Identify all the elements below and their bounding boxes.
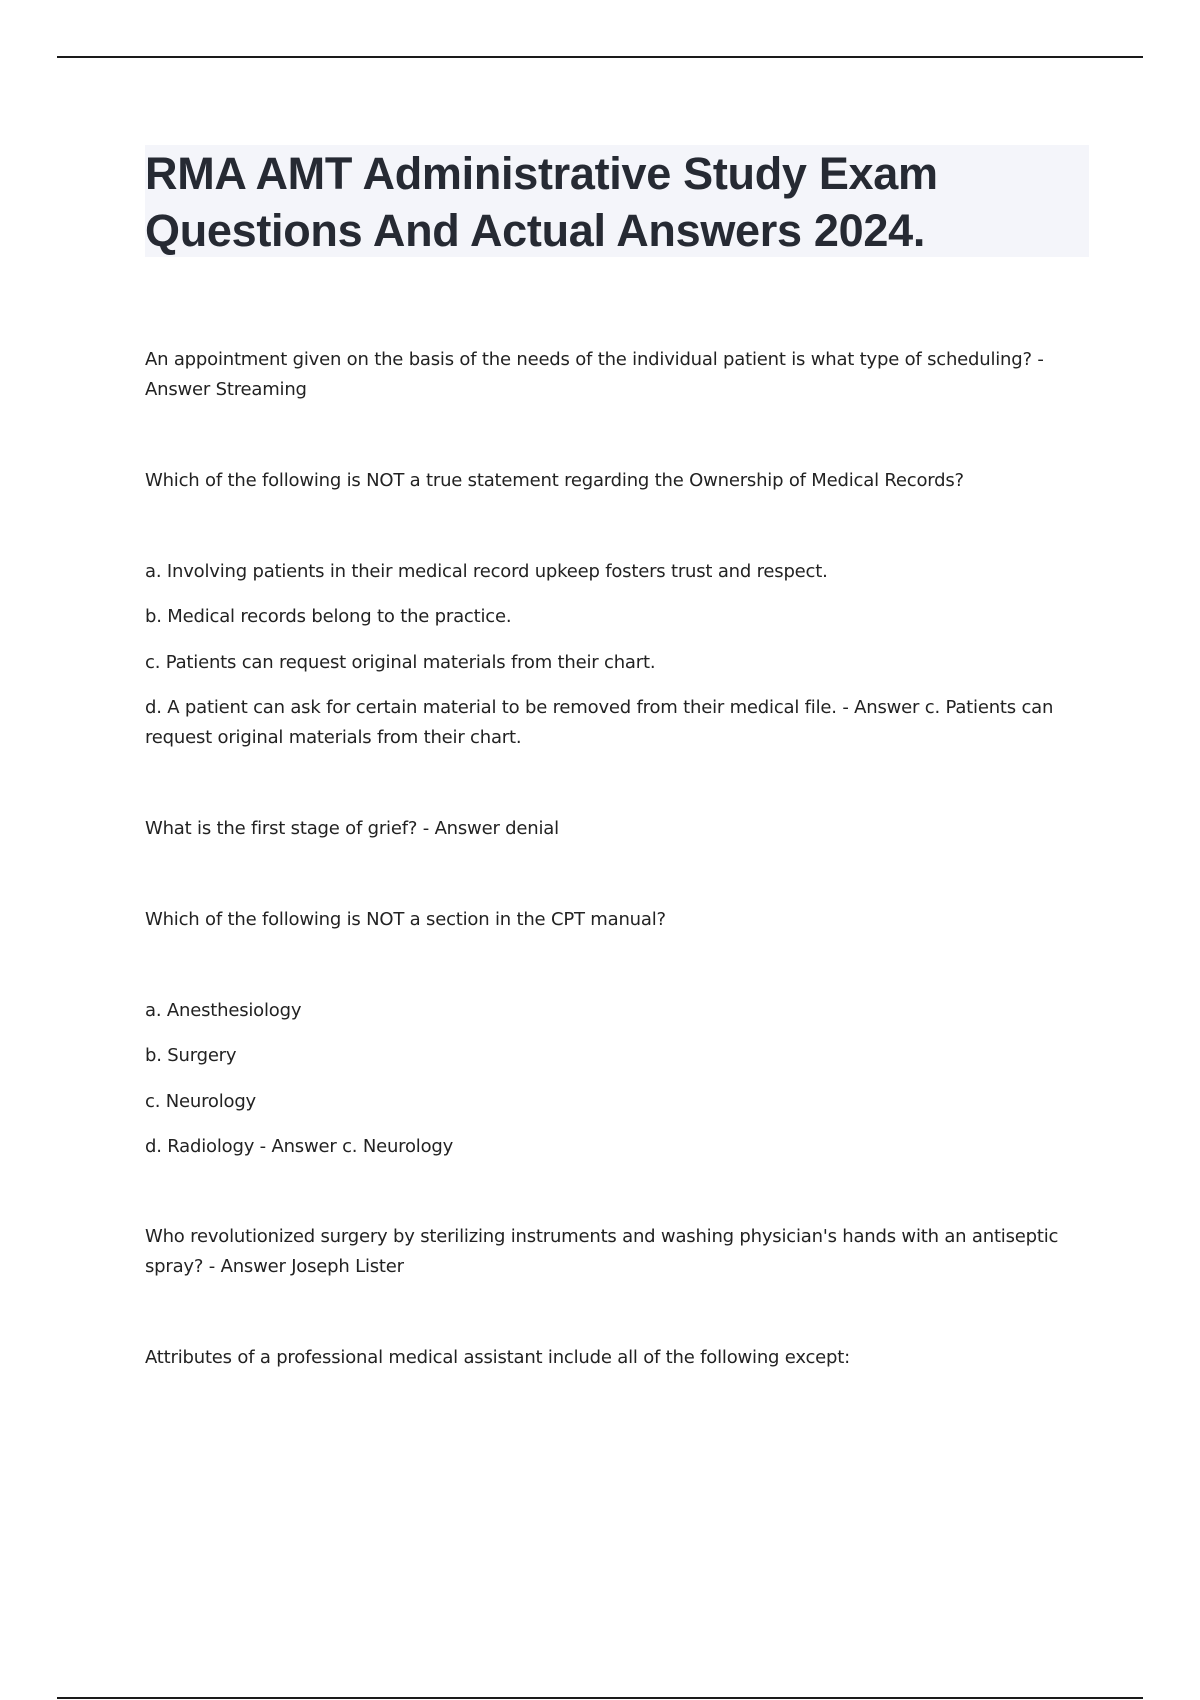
q5-revolutionized-surgery: Who revolutionized surgery by sterilizing instruments and washing physician's hands with an antiseptic spray? - Answer Joseph Lister [145, 1226, 1059, 1277]
footer-rule [57, 1697, 1143, 1699]
q4-option-a: a. Anesthesiology [145, 1000, 302, 1021]
q3-stage-of-grief: What is the first stage of grief? - Answer denial [145, 818, 559, 839]
q2-option-c: c. Patients can request original materials from their chart. [145, 652, 656, 673]
q4-option-c: c. Neurology [145, 1091, 256, 1112]
header-rule [57, 56, 1143, 58]
q2-ownership-medical-records: Which of the following is NOT a true statement regarding the Ownership of Medical Records? [145, 470, 964, 491]
q2-option-d-answer: d. A patient can ask for certain material to be removed from their medical file. - Answer c. Patients can request original materials from their chart. [145, 697, 1054, 748]
q2-option-b: b. Medical records belong to the practice. [145, 606, 512, 627]
q4-option-b: b. Surgery [145, 1045, 237, 1066]
q4-cpt-manual: Which of the following is NOT a section in the CPT manual? [145, 909, 666, 930]
q4-option-d-answer: d. Radiology - Answer c. Neurology [145, 1136, 454, 1157]
q1-appointment-scheduling: An appointment given on the basis of the needs of the individual patient is what type of scheduling? - Answer Streaming [145, 349, 1044, 400]
q2-option-a: a. Involving patients in their medical record upkeep fosters trust and respect. [145, 561, 828, 582]
q6-professional-attributes: Attributes of a professional medical assistant include all of the following except: [145, 1347, 850, 1368]
document-title: RMA AMT Administrative Study Exam Questions And Actual Answers 2024. [145, 148, 938, 256]
